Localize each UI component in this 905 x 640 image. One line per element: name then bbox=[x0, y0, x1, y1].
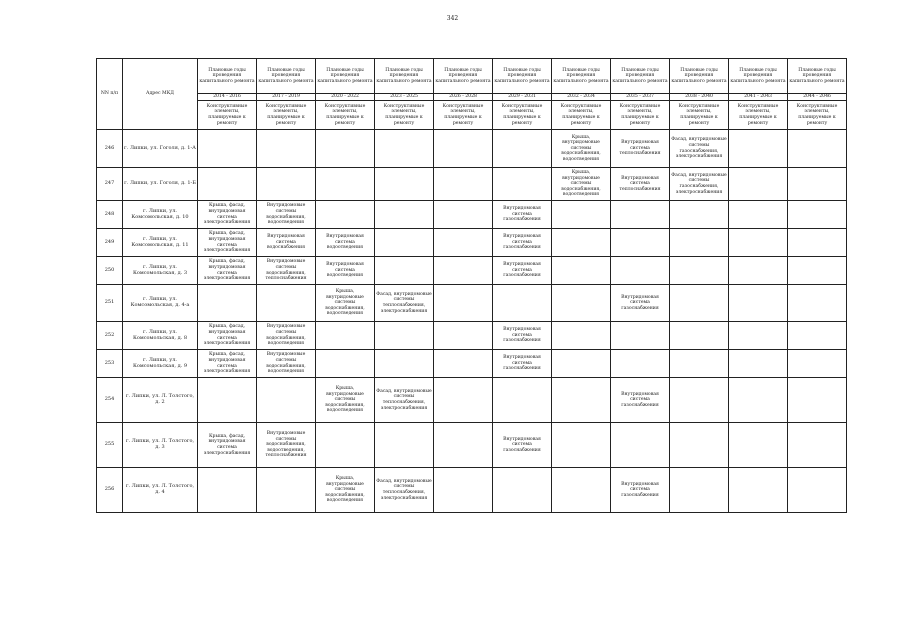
repair-cell bbox=[729, 285, 788, 322]
repair-cell bbox=[198, 285, 257, 322]
repair-cell bbox=[611, 350, 670, 378]
repair-cell bbox=[493, 468, 552, 513]
repair-cell: Крыша, фасад, внутридомовая система электроснабжения bbox=[198, 423, 257, 468]
repair-cell bbox=[198, 468, 257, 513]
period-elements-label: Конструктивные элементы, планируемые к ремонту bbox=[729, 101, 788, 130]
table-row bbox=[97, 201, 847, 229]
repair-cell bbox=[257, 468, 316, 513]
repair-cell: Внутридомовые системы водоснабжения, водоотведения bbox=[257, 322, 316, 350]
repair-cell bbox=[316, 168, 375, 201]
table-row bbox=[97, 285, 847, 322]
address-header: Адрес МКД bbox=[123, 59, 198, 130]
table-row bbox=[97, 322, 847, 350]
period-elements-label: Конструктивные элементы, планируемые к ремонту bbox=[316, 101, 375, 130]
repair-cell bbox=[375, 168, 434, 201]
period-title: Плановые годы проведения капитального ремонта bbox=[375, 59, 434, 94]
repair-cell bbox=[788, 468, 847, 513]
period-years: 2023 - 2025 bbox=[375, 94, 434, 101]
repair-cell: Внутридомовая система водоотведения bbox=[316, 257, 375, 285]
repair-cell: Внутридомовая система газоснабжения bbox=[493, 257, 552, 285]
repair-cell bbox=[493, 168, 552, 201]
repair-cell: Крыша, внутридомовые системы водоснабжения, водоотведения bbox=[552, 168, 611, 201]
period-title: Плановые годы проведения капитального ремонта bbox=[198, 59, 257, 94]
repair-cell bbox=[198, 168, 257, 201]
repair-cell bbox=[611, 257, 670, 285]
repair-cell bbox=[552, 423, 611, 468]
repair-cell: Крыша, фасад, внутридомовая система электроснабжения bbox=[198, 257, 257, 285]
repair-cell: Крыша, внутридомовые системы водоснабжения, водоотведения bbox=[316, 468, 375, 513]
repair-cell bbox=[552, 378, 611, 423]
repair-cell bbox=[552, 229, 611, 257]
repair-cell: Внутридомовая система газоснабжения bbox=[611, 285, 670, 322]
period-title: Плановые годы проведения капитального ремонта bbox=[670, 59, 729, 94]
repair-cell: Внутридомовая система газоснабжения bbox=[493, 350, 552, 378]
repair-cell: Фасад, внутридомовые системы газоснабжения, электроснабжения bbox=[670, 130, 729, 168]
period-title: Плановые годы проведения капитального ремонта bbox=[434, 59, 493, 94]
repair-cell bbox=[257, 168, 316, 201]
row-address: г. Липки, ул. Комсомольская, д. 11 bbox=[123, 229, 198, 257]
repair-cell: Внутридомовая система теплоснабжения bbox=[611, 130, 670, 168]
row-number: 252 bbox=[97, 322, 123, 350]
repair-cell bbox=[434, 229, 493, 257]
row-address: г. Липки, ул. Комсомольская, д. 4-а bbox=[123, 285, 198, 322]
repair-cell bbox=[788, 130, 847, 168]
repair-cell bbox=[552, 285, 611, 322]
period-title: Плановые годы проведения капитального ремонта bbox=[493, 59, 552, 94]
repair-cell: Фасад, внутридомовые системы газоснабжения, электроснабжения bbox=[670, 168, 729, 201]
period-years: 2014 - 2016 bbox=[198, 94, 257, 101]
period-title: Плановые годы проведения капитального ремонта bbox=[257, 59, 316, 94]
repair-cell bbox=[493, 285, 552, 322]
period-elements-label: Конструктивные элементы, планируемые к ремонту bbox=[493, 101, 552, 130]
repair-cell: Внутридомовая система водоотведения bbox=[316, 229, 375, 257]
repair-cell bbox=[375, 130, 434, 168]
repair-cell bbox=[316, 130, 375, 168]
repair-cell bbox=[670, 378, 729, 423]
repair-cell bbox=[788, 168, 847, 201]
repair-cell: Внутридомовая система газоснабжения bbox=[611, 468, 670, 513]
repair-cell bbox=[434, 378, 493, 423]
repair-cell bbox=[434, 168, 493, 201]
table-row bbox=[97, 378, 847, 423]
repair-cell bbox=[434, 257, 493, 285]
repair-cell bbox=[198, 378, 257, 423]
row-address: г. Липки, ул. Комсомольская, д. 8 bbox=[123, 322, 198, 350]
table-row bbox=[97, 168, 847, 201]
page-number: 342 bbox=[446, 15, 459, 22]
repair-cell: Внутридомовые системы водоснабжения, водоотведения, теплоснабжения bbox=[257, 423, 316, 468]
repair-cell: Внутридомовая система водоснабжения bbox=[257, 229, 316, 257]
repair-cell bbox=[729, 322, 788, 350]
repair-cell: Внутридомовая система газоснабжения bbox=[493, 423, 552, 468]
repair-cell: Крыша, внутридомовые системы водоснабжения, водоотведения bbox=[552, 130, 611, 168]
repair-cell bbox=[198, 130, 257, 168]
repair-cell bbox=[434, 322, 493, 350]
repair-cell bbox=[611, 201, 670, 229]
repair-cell: Внутридомовые системы водоснабжения, водоотведения bbox=[257, 350, 316, 378]
table-row bbox=[97, 130, 847, 168]
row-number: 256 bbox=[97, 468, 123, 513]
table-row bbox=[97, 229, 847, 257]
period-elements-label: Конструктивные элементы, планируемые к ремонту bbox=[434, 101, 493, 130]
repair-cell bbox=[257, 378, 316, 423]
repair-cell: Внутридомовая система газоснабжения bbox=[493, 322, 552, 350]
repair-cell: Крыша, фасад, внутридомовая система электроснабжения bbox=[198, 201, 257, 229]
repair-cell bbox=[729, 201, 788, 229]
repair-cell bbox=[434, 423, 493, 468]
row-address: г. Липки, ул. Гоголя, д. 1-А bbox=[123, 130, 198, 168]
period-years: 2038 - 2040 bbox=[670, 94, 729, 101]
repair-cell: Внутридомовая система теплоснабжения bbox=[611, 168, 670, 201]
repair-cell bbox=[788, 378, 847, 423]
repair-cell bbox=[670, 423, 729, 468]
repair-cell bbox=[611, 423, 670, 468]
repair-cell: Внутридомовая система газоснабжения bbox=[493, 201, 552, 229]
repair-cell bbox=[434, 285, 493, 322]
table-row bbox=[97, 350, 847, 378]
repair-cell bbox=[788, 322, 847, 350]
repair-cell bbox=[434, 350, 493, 378]
row-address: г. Липки, ул. Л. Толстого, д. 4 bbox=[123, 468, 198, 513]
row-number: 254 bbox=[97, 378, 123, 423]
repair-cell bbox=[375, 423, 434, 468]
repair-cell bbox=[375, 350, 434, 378]
repair-cell bbox=[611, 322, 670, 350]
period-years: 2017 - 2019 bbox=[257, 94, 316, 101]
repair-cell bbox=[552, 468, 611, 513]
repair-cell: Крыша, внутридомовые системы водоснабжения, водоотведения bbox=[316, 285, 375, 322]
period-elements-label: Конструктивные элементы, планируемые к ремонту bbox=[788, 101, 847, 130]
period-years: 2044 - 2046 bbox=[788, 94, 847, 101]
repair-cell bbox=[729, 468, 788, 513]
repair-cell bbox=[729, 257, 788, 285]
repair-cell: Крыша, фасад, внутридомовая система электроснабжения bbox=[198, 229, 257, 257]
row-number: 247 bbox=[97, 168, 123, 201]
repair-cell bbox=[788, 257, 847, 285]
row-number: 246 bbox=[97, 130, 123, 168]
period-years: 2020 - 2022 bbox=[316, 94, 375, 101]
repair-cell bbox=[552, 201, 611, 229]
row-address: г. Липки, ул. Л. Толстого, д. 3 bbox=[123, 423, 198, 468]
repair-cell bbox=[670, 468, 729, 513]
period-years: 2035 - 2037 bbox=[611, 94, 670, 101]
repair-cell bbox=[552, 257, 611, 285]
repair-cell: Крыша, внутридомовые системы водоснабжения, водоотведения bbox=[316, 378, 375, 423]
period-title: Плановые годы проведения капитального ремонта bbox=[611, 59, 670, 94]
repair-cell: Крыша, фасад, внутридомовая система электроснабжения bbox=[198, 322, 257, 350]
repair-cell bbox=[611, 229, 670, 257]
period-years: 2029 - 2031 bbox=[493, 94, 552, 101]
repair-cell bbox=[375, 322, 434, 350]
repair-cell bbox=[257, 285, 316, 322]
period-elements-label: Конструктивные элементы, планируемые к ремонту bbox=[257, 101, 316, 130]
repair-cell bbox=[375, 229, 434, 257]
row-number: 253 bbox=[97, 350, 123, 378]
row-address: г. Липки, ул. Комсомольская, д. 10 bbox=[123, 201, 198, 229]
repair-cell bbox=[375, 201, 434, 229]
period-elements-label: Конструктивные элементы, планируемые к ремонту bbox=[611, 101, 670, 130]
period-years: 2032 - 2034 bbox=[552, 94, 611, 101]
repair-cell bbox=[434, 130, 493, 168]
row-number: 251 bbox=[97, 285, 123, 322]
repair-cell bbox=[670, 285, 729, 322]
repair-cell bbox=[375, 257, 434, 285]
row-number: 250 bbox=[97, 257, 123, 285]
period-title: Плановые годы проведения капитального ремонта bbox=[316, 59, 375, 94]
row-address: г. Липки, ул. Комсомольская, д. 3 bbox=[123, 257, 198, 285]
table-row bbox=[97, 257, 847, 285]
repair-cell: Внутридомовые системы водоснабжения, водоотведения bbox=[257, 201, 316, 229]
repair-cell bbox=[729, 350, 788, 378]
period-years: 2041 - 2043 bbox=[729, 94, 788, 101]
period-title: Плановые годы проведения капитального ремонта bbox=[552, 59, 611, 94]
repair-cell bbox=[493, 130, 552, 168]
repair-cell bbox=[788, 229, 847, 257]
repair-cell bbox=[788, 350, 847, 378]
nn-header: NN п/п bbox=[97, 59, 123, 130]
repair-cell: Внутридомовая система газоснабжения bbox=[493, 229, 552, 257]
repair-cell bbox=[316, 322, 375, 350]
repair-cell bbox=[257, 130, 316, 168]
row-address: г. Липки, ул. Комсомольская, д. 9 bbox=[123, 350, 198, 378]
period-title: Плановые годы проведения капитального ремонта bbox=[729, 59, 788, 94]
repair-schedule-table bbox=[96, 58, 847, 513]
repair-cell bbox=[316, 423, 375, 468]
repair-cell bbox=[316, 350, 375, 378]
repair-cell: Фасад, внутридомовые системы теплоснабжения, электроснабжения bbox=[375, 378, 434, 423]
repair-cell bbox=[729, 378, 788, 423]
repair-cell: Фасад, внутридомовые системы теплоснабжения, электроснабжения bbox=[375, 468, 434, 513]
repair-cell bbox=[729, 168, 788, 201]
repair-cell bbox=[670, 257, 729, 285]
repair-cell: Фасад, внутридомовые системы теплоснабжения, электроснабжения bbox=[375, 285, 434, 322]
repair-cell: Внутридомовая система газоснабжения bbox=[611, 378, 670, 423]
repair-cell bbox=[788, 201, 847, 229]
period-elements-label: Конструктивные элементы, планируемые к ремонту bbox=[552, 101, 611, 130]
row-number: 248 bbox=[97, 201, 123, 229]
repair-cell bbox=[788, 423, 847, 468]
period-years: 2026 - 2028 bbox=[434, 94, 493, 101]
table-row bbox=[97, 423, 847, 468]
row-number: 255 bbox=[97, 423, 123, 468]
repair-cell: Внутридомовые системы водоснабжения, теплоснабжения bbox=[257, 257, 316, 285]
repair-cell bbox=[434, 201, 493, 229]
repair-cell bbox=[493, 378, 552, 423]
repair-cell bbox=[552, 322, 611, 350]
repair-cell bbox=[729, 130, 788, 168]
row-address: г. Липки, ул. Л. Толстого, д. 2 bbox=[123, 378, 198, 423]
period-title: Плановые годы проведения капитального ремонта bbox=[788, 59, 847, 94]
repair-cell bbox=[670, 201, 729, 229]
repair-cell bbox=[670, 350, 729, 378]
repair-cell bbox=[729, 423, 788, 468]
repair-cell bbox=[552, 350, 611, 378]
repair-cell: Крыша, фасад, внутридомовая система электроснабжения bbox=[198, 350, 257, 378]
row-address: г. Липки, ул. Гоголя, д. 1-Б bbox=[123, 168, 198, 201]
repair-cell bbox=[670, 322, 729, 350]
period-elements-label: Конструктивные элементы, планируемые к ремонту bbox=[670, 101, 729, 130]
table-row bbox=[97, 468, 847, 513]
row-number: 249 bbox=[97, 229, 123, 257]
repair-cell bbox=[670, 229, 729, 257]
repair-cell bbox=[729, 229, 788, 257]
repair-cell bbox=[788, 285, 847, 322]
repair-cell bbox=[434, 468, 493, 513]
period-elements-label: Конструктивные элементы, планируемые к ремонту bbox=[375, 101, 434, 130]
repair-cell bbox=[316, 201, 375, 229]
period-elements-label: Конструктивные элементы, планируемые к ремонту bbox=[198, 101, 257, 130]
